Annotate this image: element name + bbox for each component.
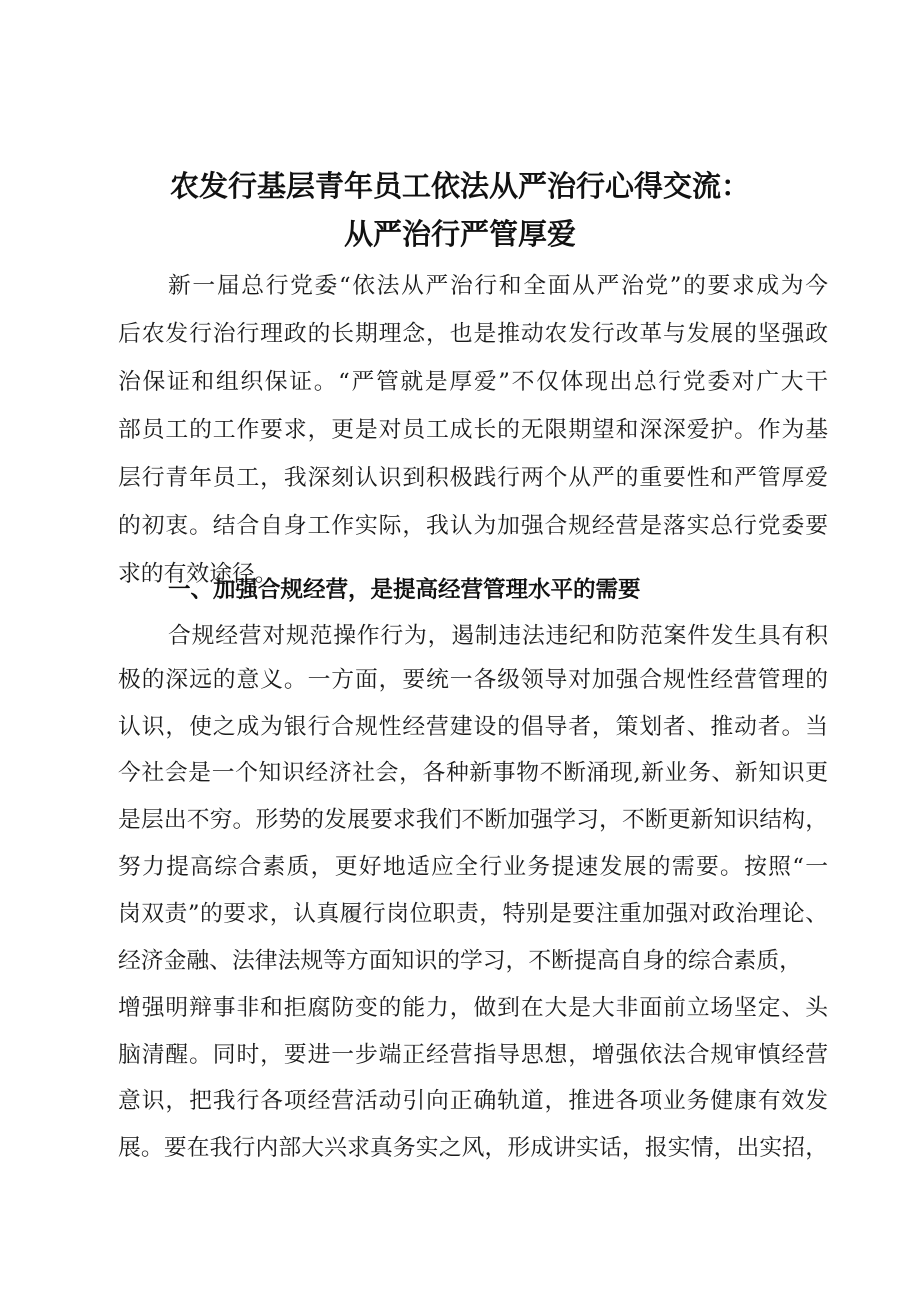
section-heading-text: 一、加强合规经营，是提高经营管理水平的需要 [168, 577, 641, 603]
paragraph-line: 的初衷。结合自身工作实际，我认为加强合规经营是落实总行党委要 [118, 513, 828, 539]
paragraph-line: 意识，把我行各项经营活动引向正确轨道，推进各项业务健康有效发 [118, 1088, 828, 1114]
paragraph-line: 求的有效途径。 [118, 561, 278, 587]
paragraph-line: 增强明辩事非和拒腐防变的能力，做到在大是大非面前立场坚定、头 [118, 995, 828, 1021]
paragraph-line: 经济金融、法律法规等方面知识的学习，不断提高自身的综合素质， [118, 948, 802, 974]
paragraph-line: 极的深远的意义。一方面，要统一各级领导对加强合规性经营管理的 [118, 667, 828, 693]
paragraph-line: 展。要在我行内部大兴求真务实之风，形成讲实话，报实情，出实招， [118, 1135, 828, 1161]
document-title-line-1: 农发行基层青年员工依法从严治行心得交流： [169, 169, 750, 203]
paragraph-line: 认识，使之成为银行合规性经营建设的倡导者，策划者、推动者。当 [118, 714, 828, 740]
section-heading [168, 574, 828, 606]
document-title-line-2: 从严治行严管厚爱 [343, 217, 576, 251]
paragraph-line: 后农发行治行理政的长期理念，也是推动农发行改革与发展的坚强政 [118, 321, 828, 347]
paragraph-line: 治保证和组织保证。“严管就是厚爱”不仅体现出总行党委对广大干 [118, 369, 828, 395]
paragraph-line: 合规经营对规范操作行为，遏制违法违纪和防范案件发生具有积 [168, 623, 828, 649]
paragraph-line: 脑清醒。同时，要进一步端正经营指导思想，增强依法合规审慎经营 [118, 1042, 828, 1068]
paragraph-line: 层行青年员工，我深刻认识到积极践行两个从严的重要性和严管厚爱 [118, 465, 828, 491]
paragraph-line: 是层出不穷。形势的发展要求我们不断加强学习，不断更新知识结构， [118, 807, 828, 833]
paragraph-line: 部员工的工作要求，更是对员工成长的无限期望和深深爱护。作为基 [118, 417, 828, 443]
paragraph-line: 努力提高综合素质，更好地适应全行业务提速发展的需要。按照“一 [118, 854, 828, 880]
paragraph-line: 岗双责”的要求，认真履行岗位职责，特别是要注重加强对政治理论、 [118, 901, 828, 927]
paragraph-line: 今社会是一个知识经济社会，各种新事物不断涌现,新业务、新知识更 [118, 760, 828, 786]
paragraph-line: 新一届总行党委“依法从严治行和全面从严治党”的要求成为今 [168, 273, 828, 299]
